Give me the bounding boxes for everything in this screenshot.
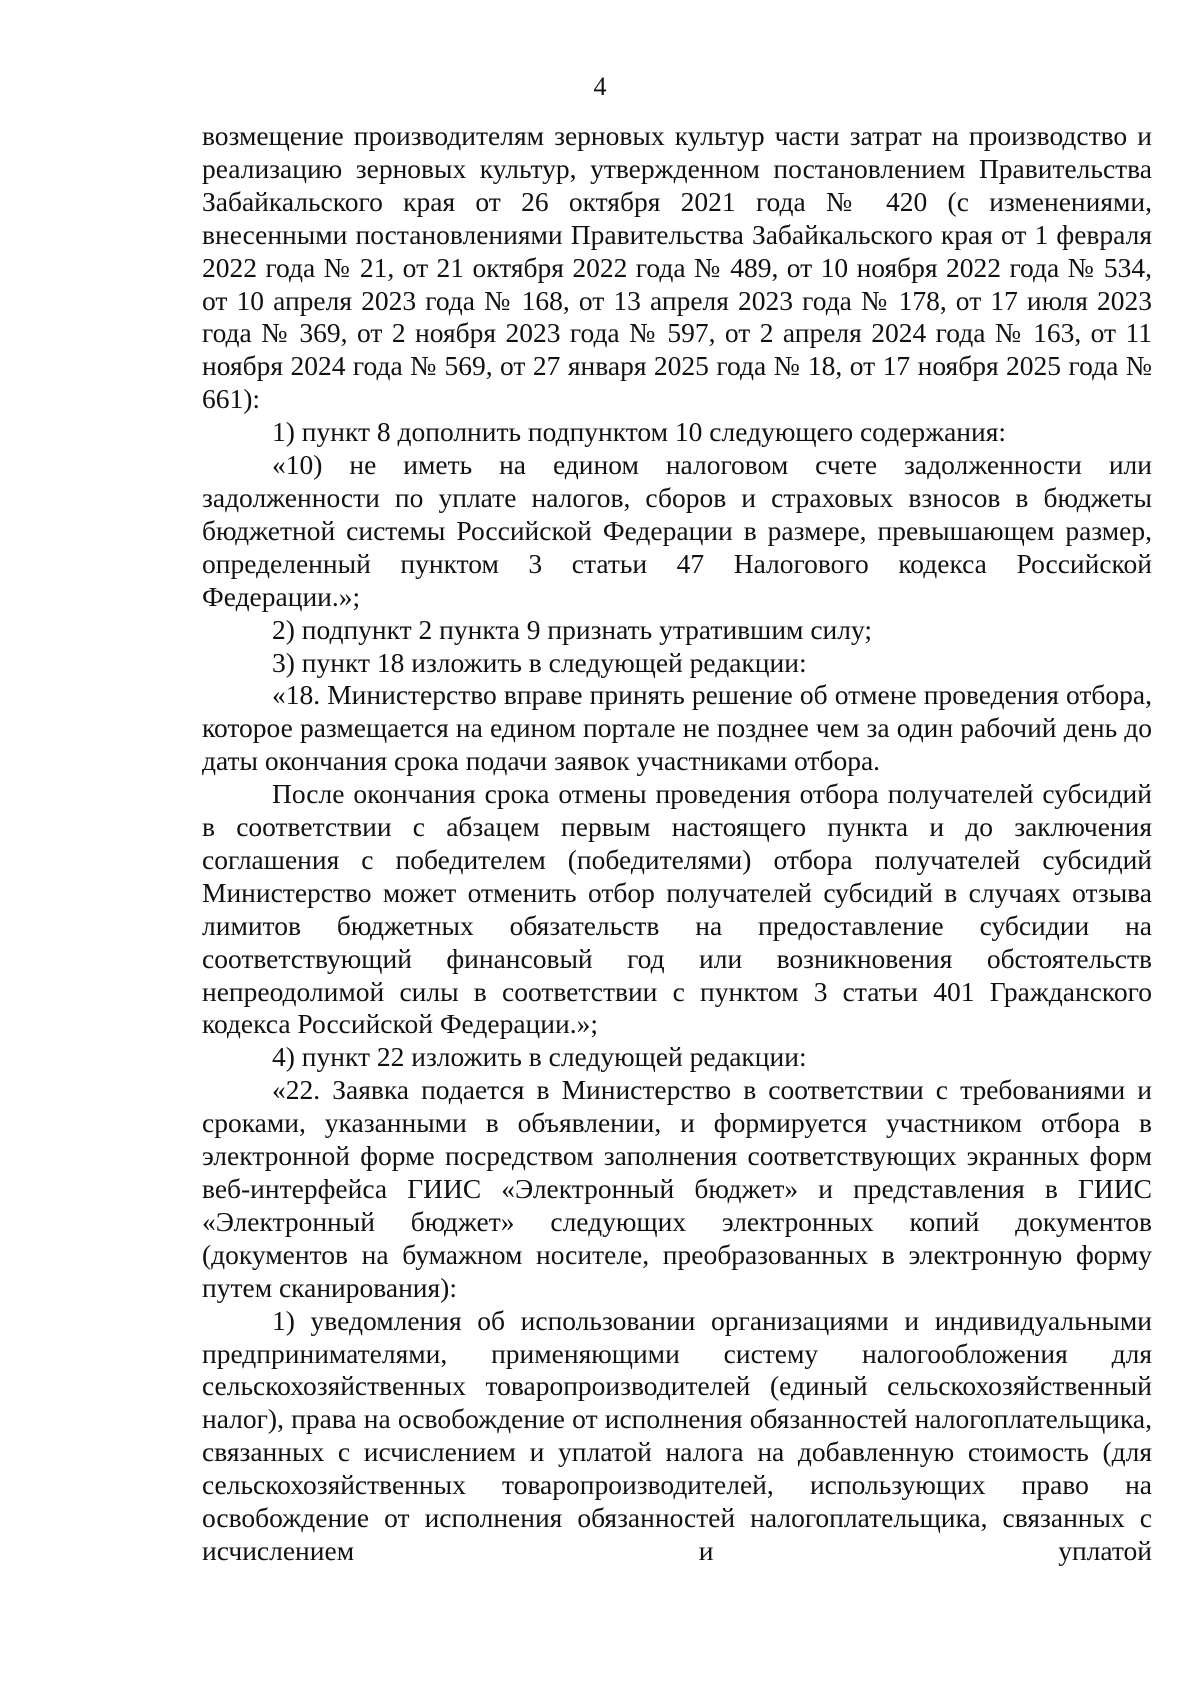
paragraph-quote-18: «18. Министерство вправе принять решение об отмене проведения отбора, которое размещается на едином портале не позднее чем за один рабочий день до даты окончания срока подачи заявок участниками отбора. bbox=[202, 679, 1152, 777]
paragraph-subitem-1: 1) уведомления об использовании организациями и индивидуальными предпринимателями, применяющими систему налогообложения для сельскохозяйственных товаропроизводителей (единый сельскохозяйственный налог), права на освобождение от исполнения обязанностей налогоплательщика, связанных с исчислением и уплатой налога на добавленную стоимость (для сельскохозяйственных товаропроизводителей, использующих право на освобождение от исполнения обязанностей налогоплательщика, связанных с исчислением и уплатой bbox=[202, 1304, 1152, 1566]
paragraph-item-2: 2) подпункт 2 пункта 9 признать утратившим силу; bbox=[272, 613, 872, 645]
paragraph-item-3: 3) пункт 18 изложить в следующей редакции: bbox=[272, 646, 807, 678]
paragraph-item-1: 1) пункт 8 дополнить подпунктом 10 следующего содержания: bbox=[272, 416, 1007, 448]
paragraph-quote-10: «10) не иметь на едином налоговом счете задолженности или задолженности по уплате налогов, сборов и страховых взносов в бюджеты бюджетной системы Российской Федерации в размере, превышающем размер, определенный пунктом 3 статьи 47 Налогового кодекса Российской Федерации.»; bbox=[202, 449, 1152, 612]
paragraph-cancellation: После окончания срока отмены проведения отбора получателей субсидий в соответствии с абзацем первым настоящего пункта и до заключения соглашения с победителем (победителями) отбора получателей субсидий Министерство может отменить отбор получателей субсидий в случаях отзыва лимитов бюджетных обязательств на предоставление субсидии на соответствующий финансовый год или возникновения обстоятельств непреодолимой силы в соответствии с пунктом 3 статьи 401 Гражданского кодекса Российской Федерации.»; bbox=[202, 778, 1152, 1040]
paragraph-quote-22: «22. Заявка подается в Министерство в соответствии с требованиями и сроками, указанными в объявлении, и формируется участником отбора в электронной форме посредством заполнения соответствующих экранных форм веб-интерфейса ГИИС «Электронный бюджет» и представления в ГИИС «Электронный бюджет» следующих электронных копий документов (документов на бумажном носителе, преобразованных в электронную форму путем сканирования): bbox=[202, 1074, 1152, 1303]
document-body bbox=[202, 120, 1152, 1568]
page-number: 4 bbox=[593, 72, 607, 101]
paragraph-item-4: 4) пункт 22 изложить в следующей редакции: bbox=[272, 1041, 807, 1073]
paragraph-intro: возмещение производителям зерновых культур части затрат на производство и реализацию зерновых культур, утвержденном постановлением Правительства Забайкальского края от 26 октября 2021 года № 420 (с изменениями, внесенными постановлениями Правительства Забайкальского края от 1 февраля 2022 года № 21, от 21 октября 2022 года № 489, от 10 ноября 2022 года № 534, от 10 апреля 2023 года № 168, от 13 апреля 2023 года № 178, от 17 июля 2023 года № 369, от 2 ноября 2023 года № 597, от 2 апреля 2024 года № 163, от 11 ноября 2024 года № 569, от 27 января 2025 года № 18, от 17 ноября 2025 года № 661): bbox=[202, 120, 1152, 415]
